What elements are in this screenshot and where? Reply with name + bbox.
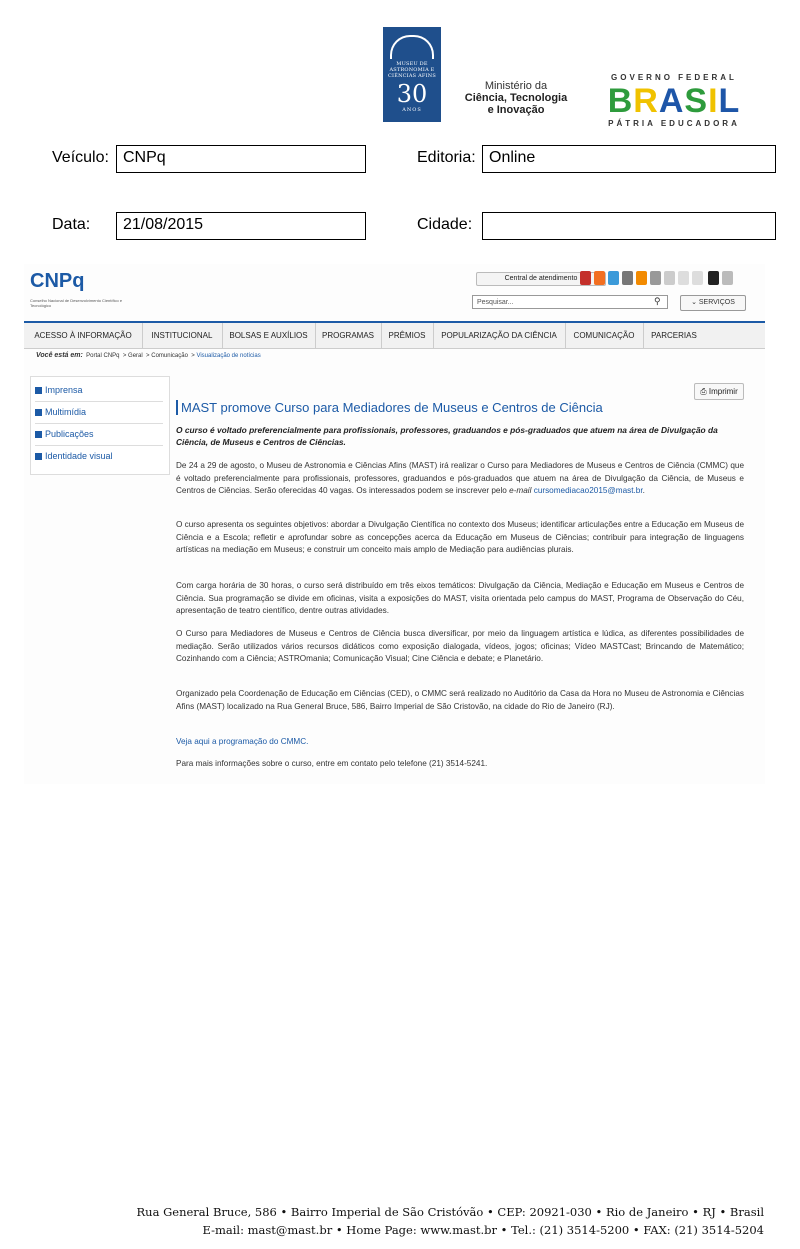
sidebar-item-imprensa[interactable] xyxy=(35,381,163,402)
accessibility-icon[interactable] xyxy=(722,271,733,285)
print-button[interactable] xyxy=(694,383,744,400)
article-paragraph: De 24 a 29 de agosto, o Museu de Astronomia e Ciências Afins (MAST) irá realizar o Curso para Mediadores de Museus e Centros de Ciência (CMMC) que é voltado preferencialmente para profissionais, professores, graduandos e pós-graduados que atuem na área de Divulgação da Ciência, de Museus e Centros de Ciências. Serão oferecidas 40 vagas. Os interessados podem se inscrever pelo e-mail cursomediacao2015@mast.br. xyxy=(176,461,744,496)
main-nav xyxy=(24,321,765,349)
governo-federal-logo xyxy=(592,73,756,129)
breadcrumb-item[interactable]: Geral xyxy=(128,353,143,359)
arrow-icon xyxy=(35,409,42,416)
observatory-dome-icon xyxy=(390,35,434,59)
arrow-icon xyxy=(35,453,42,460)
veiculo-field[interactable]: CNPq xyxy=(116,145,366,173)
cidade-label: Cidade: xyxy=(417,216,473,233)
twitter-icon[interactable] xyxy=(608,271,619,285)
search-icon[interactable]: ⚲ xyxy=(654,296,661,306)
nav-item-programas[interactable]: PROGRAMAS xyxy=(315,323,382,349)
arrow-icon xyxy=(35,431,42,438)
veiculo-label: Veículo: xyxy=(52,149,109,166)
nav-item-comunicacao[interactable]: COMUNICAÇÃO xyxy=(565,323,644,349)
email-link[interactable]: cursomediacao2015@mast.br xyxy=(533,486,643,496)
governo-line1: GOVERNO FEDERAL xyxy=(611,73,737,82)
chevron-down-icon: ⌄ xyxy=(691,299,699,306)
paragraph-text: De 24 a 29 de agosto, o Museu de Astronomia e Ciências Afins (MAST) irá realizar o Curso para Mediadores de Museus e Centros de Ciência (CMMC) que é voltado preferencialmente para profissionais, professores, graduandos e pós-graduados que atuem na área de Divulgação da Ciência, de Museus e Centros de Ciências. Serão oferecidas 40 vagas. Os interessados podem se inscrever pelo xyxy=(176,461,744,496)
mast-logo xyxy=(383,27,441,122)
editoria-field[interactable]: Online xyxy=(482,145,776,173)
search-input[interactable]: Pesquisar... xyxy=(472,295,668,309)
servicos-button[interactable] xyxy=(680,295,746,311)
programacao-link[interactable]: Veja aqui a programação do CMMC. xyxy=(176,737,309,746)
soundcloud-icon[interactable] xyxy=(594,271,605,285)
editoria-label: Editoria: xyxy=(417,149,476,166)
governo-line3: PÁTRIA EDUCADORA xyxy=(608,119,740,128)
article-paragraph: O curso apresenta os seguintes objetivos: abordar a Divulgação Científica no contexto dos Museus; identificar articulações entre a Educação em Museus de Ciência e a Escola; refletir e aprofundar sobre as concepções acerca da Educação em Museus de Ciências; contribuir para integração de linguagens artísticas na mediação em Museus; e construir um conceito mais amplo de Mediação para audiências plurais. xyxy=(176,520,744,555)
article-lead: O curso é voltado preferencialmente para profissionais, professores, graduandos e pós-graduados que atuem na área de Divulgação da Ciência, de Museus e Centros de Ciências. xyxy=(176,425,718,447)
font-decrease-icon[interactable] xyxy=(692,271,703,285)
help-icon[interactable] xyxy=(664,271,675,285)
chat-icon[interactable] xyxy=(650,271,661,285)
data-label: Data: xyxy=(52,216,91,233)
cnpq-logo-text: CNPq xyxy=(30,270,85,292)
breadcrumb-item[interactable]: Portal CNPq xyxy=(86,353,120,359)
nav-item-institucional[interactable]: INSTITUCIONAL xyxy=(142,323,223,349)
cidade-field[interactable] xyxy=(482,212,776,240)
sidebar-item-multimidia[interactable] xyxy=(35,403,163,424)
flickr-icon[interactable] xyxy=(622,271,633,285)
nav-item-premios[interactable]: PRÊMIOS xyxy=(381,323,434,349)
sidebar-item-label: Multimídia xyxy=(45,407,87,417)
ministerio-line2: Ciência, Tecnologia xyxy=(464,92,568,104)
breadcrumb-label: Você está em: xyxy=(36,352,83,359)
email-label: e-mail xyxy=(509,486,532,496)
ministerio-line3: e Inovação xyxy=(487,104,545,116)
servicos-label: SERVIÇOS xyxy=(698,299,735,306)
youtube-icon[interactable] xyxy=(580,271,591,285)
font-increase-icon[interactable] xyxy=(678,271,689,285)
cnpq-page xyxy=(24,264,765,784)
sidebar-item-label: Identidade visual xyxy=(45,451,113,461)
ministerio-line1: Ministério da xyxy=(484,80,548,92)
article-paragraph: O Curso para Mediadores de Museus e Centros de Ciência busca diversificar, por meio da linguagem artística e lúdica, as diferentes possibilidades de mediação. Serão utilizados vários recursos didáticos como exposição dialogada, vídeos, jogos; oficinas; Vídeo MASTCast; Brincando de Matemático; Cozinhando com a Ciência; ASTROmania; Comunicação Visual; Cine Ciência e debate; e Planetário. xyxy=(176,629,744,664)
mast-logo-text: MUSEU DE ASTRONOMIA E CIÊNCIAS AFINS xyxy=(388,61,436,79)
article-paragraph: Organizado pela Coordenação de Educação em Ciências (CED), o CMMC será realizado no Auditório da Casa da Hora no Museu de Astronomia e Ciências Afins (MAST) localizado na Rua General Bruce, 586, Bairro Imperial de São Cristovão, na cidade do Rio de Janeiro (RJ). xyxy=(176,689,744,711)
breadcrumb-current: Visualização de notícias xyxy=(196,353,261,359)
contrast-icon[interactable] xyxy=(708,271,719,285)
sidebar-item-label: Publicações xyxy=(45,429,94,439)
arrow-icon xyxy=(35,387,42,394)
ministerio-logo xyxy=(458,80,574,116)
footer-address: Rua General Bruce, 586 • Bairro Imperial de São Cristóvão • CEP: 20921-030 • Rio de Janeiro • RJ • Brasil xyxy=(136,1205,764,1219)
article-paragraph: Para mais informações sobre o curso, entre em contato pelo telefone (21) 3514-5241. xyxy=(176,759,488,768)
brasil-wordmark: BRASIL xyxy=(607,82,741,120)
rss-icon[interactable] xyxy=(636,271,647,285)
cnpq-logo[interactable] xyxy=(30,270,123,308)
mast-logo-anos: ANOS xyxy=(402,107,422,113)
nav-item-acesso[interactable]: ACESSO À INFORMAÇÃO xyxy=(24,323,143,349)
footer-contact: E-mail: mast@mast.br • Home Page: www.mast.br • Tel.: (21) 3514-5200 • FAX: (21) 3514-5204 xyxy=(202,1223,764,1237)
central-atendimento-button[interactable]: Central de atendimento xyxy=(476,272,606,286)
cnpq-logo-subtitle: Conselho Nacional de Desenvolvimento Científico e Tecnológico xyxy=(30,298,123,308)
breadcrumb-item[interactable]: Comunicação xyxy=(151,353,188,359)
nav-item-bolsas[interactable]: BOLSAS E AUXÍLIOS xyxy=(222,323,316,349)
sidebar-item-publicacoes[interactable] xyxy=(35,425,163,446)
print-label: Imprimir xyxy=(708,387,738,396)
printer-icon: ⎙ xyxy=(700,387,709,396)
data-field[interactable]: 21/08/2015 xyxy=(116,212,366,240)
article-paragraph: Com carga horária de 30 horas, o curso será distribuído em três eixos temáticos: Divulgação da Ciência, Mediação e Educação em Museus e Centros de Ciência. Sua programação se divide em oficinas, visita a exposições do MAST, visita orientada pelo campus do MAST, Programa de Observação do Céu, apresentação de teatro científico, dentre outras atividades. xyxy=(176,581,744,616)
breadcrumb: Você está em: Portal CNPq > Geral > Comunicação > Visualização de notícias xyxy=(36,352,261,359)
mast-logo-number: 30 xyxy=(396,80,428,108)
sidebar xyxy=(30,376,170,475)
nav-item-popularizacao[interactable]: POPULARIZAÇÃO DA CIÊNCIA xyxy=(433,323,566,349)
nav-item-parcerias[interactable]: PARCERIAS xyxy=(651,331,697,340)
article-title: MAST promove Curso para Mediadores de Museus e Centros de Ciência xyxy=(176,400,603,415)
sidebar-item-label: Imprensa xyxy=(45,385,83,395)
sidebar-item-identidade[interactable] xyxy=(35,447,163,467)
